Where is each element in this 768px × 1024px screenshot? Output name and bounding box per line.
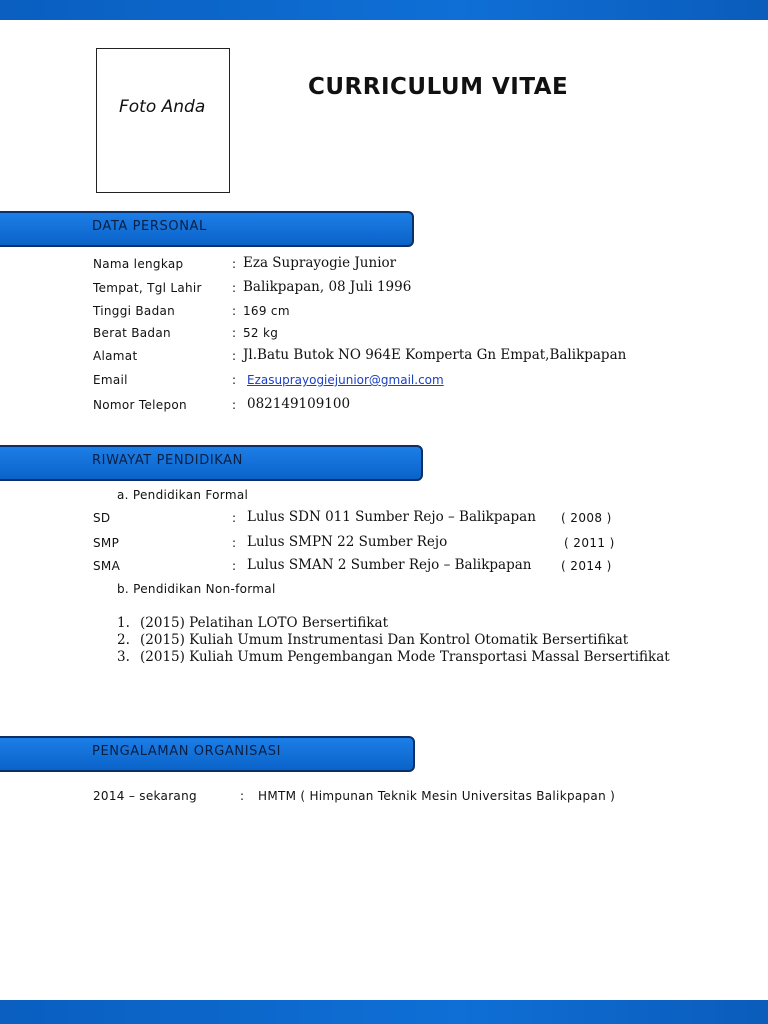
edu-year: ( 2014 ) — [561, 559, 612, 573]
nonformal-num: 1. — [117, 615, 130, 631]
label-address: Alamat — [93, 349, 138, 363]
edu-school: Lulus SDN 011 Sumber Rejo – Balikpapan — [247, 509, 536, 525]
colon: : — [240, 789, 245, 803]
edu-level: SMA — [93, 559, 121, 573]
nonformal-heading: b. Pendidikan Non-formal — [117, 582, 276, 596]
label-phone: Nomor Telepon — [93, 398, 187, 412]
nonformal-item: (2015) Pelatihan LOTO Bersertifikat — [140, 615, 389, 631]
colon: : — [232, 511, 237, 525]
nonformal-item: (2015) Kuliah Umum Pengembangan Mode Transportasi Massal Bersertifikat — [140, 649, 670, 665]
colon: : — [232, 373, 237, 387]
section-header-organization — [0, 736, 415, 772]
nonformal-num: 2. — [117, 632, 130, 648]
nonformal-num: 3. — [117, 649, 130, 665]
value-name: Eza Suprayogie Junior — [243, 255, 397, 271]
section-title-personal: DATA PERSONAL — [92, 219, 207, 234]
value-birth: Balikpapan, 08 Juli 1996 — [243, 279, 412, 295]
nonformal-item: (2015) Kuliah Umum Instrumentasi Dan Kontrol Otomatik Bersertifikat — [140, 632, 629, 648]
colon: : — [232, 257, 237, 271]
page-title: CURRICULUM VITAE — [308, 74, 569, 100]
edu-level: SMP — [93, 536, 120, 550]
top-decor-bar — [0, 0, 768, 20]
label-name: Nama lengkap — [93, 257, 184, 271]
value-height: 169 cm — [243, 304, 290, 318]
section-header-personal — [0, 211, 414, 247]
org-description: HMTM ( Himpunan Teknik Mesin Universitas Balikpapan ) — [258, 789, 616, 803]
section-header-education — [0, 445, 423, 481]
edu-year: ( 2011 ) — [564, 536, 615, 550]
photo-label: Foto Anda — [119, 97, 206, 117]
colon: : — [232, 326, 237, 340]
edu-school: Lulus SMAN 2 Sumber Rejo – Balikpapan — [247, 557, 532, 573]
bottom-decor-bar — [0, 1000, 768, 1024]
value-address: Jl.Batu Butok NO 964E Komperta Gn Empat,Balikpapan — [243, 347, 627, 363]
formal-heading: a. Pendidikan Formal — [117, 488, 249, 502]
label-birth: Tempat, Tgl Lahir — [93, 281, 202, 295]
colon: : — [232, 536, 237, 550]
edu-year: ( 2008 ) — [561, 511, 612, 525]
colon: : — [232, 304, 237, 318]
colon: : — [232, 281, 237, 295]
colon: : — [232, 398, 237, 412]
org-period: 2014 – sekarang — [93, 789, 197, 803]
section-title-organization: PENGALAMAN ORGANISASI — [92, 744, 282, 759]
email-link[interactable]: Ezasuprayogiejunior@gmail.com — [247, 373, 444, 387]
section-title-education: RIWAYAT PENDIDIKAN — [92, 453, 243, 468]
edu-school: Lulus SMPN 22 Sumber Rejo — [247, 534, 448, 550]
edu-level: SD — [93, 511, 111, 525]
photo-placeholder — [96, 48, 230, 193]
value-weight: 52 kg — [243, 326, 279, 340]
label-height: Tinggi Badan — [93, 304, 176, 318]
value-phone: 082149109100 — [247, 396, 351, 412]
colon: : — [232, 559, 237, 573]
label-weight: Berat Badan — [93, 326, 171, 340]
colon: : — [232, 349, 237, 363]
label-email: Email — [93, 373, 128, 387]
